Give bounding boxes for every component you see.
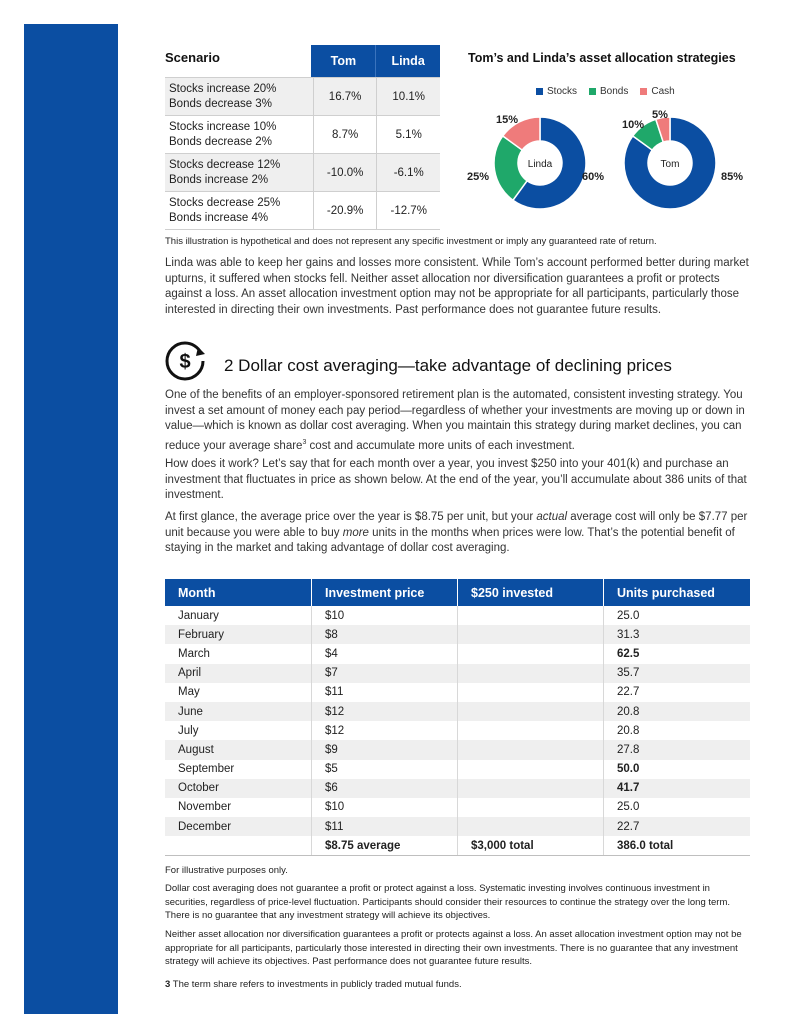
footnote-allocation-disclaimer: Neither asset allocation nor diversification guarantees a profit or protects against a loss. An asset allocation investment option may not be appropriate for all participants, particularly those interested in directing their own investments. There is no guarantee that any investment strategy will achieve its objectives. Past performance does not guarantee future results. <box>165 929 742 967</box>
table-row: July $12 20.8 <box>165 721 750 740</box>
table-row: August $9 27.8 <box>165 740 750 759</box>
dollar-refresh-icon <box>163 339 207 383</box>
table-row: February $8 31.3 <box>165 625 750 644</box>
legend-bonds: Bonds <box>589 86 628 97</box>
table-row: October $6 41.7 <box>165 779 750 798</box>
pie-label-linda-stocks: 60% <box>581 171 605 183</box>
table-row: December $11 22.7 <box>165 817 750 836</box>
svg-text:$: $ <box>179 351 191 373</box>
chart-title: Tom’s and Linda’s asset allocation strategies <box>468 51 736 65</box>
scenario-row: Stocks decrease 12% Bonds increase 2% -10.0% -6.1% <box>165 153 440 191</box>
legend-cash: Cash <box>640 86 674 97</box>
monthly-investment-table <box>165 579 750 856</box>
table-row: September $5 50.0 <box>165 760 750 779</box>
paragraph-how-it-works: How does it work? Let’s say that for each month over a year, you invest $250 into your 401(k) and purchase an investment that fluctuates in price as shown below. At the end of the year, you’ll accumulate about 386 units of that investment. <box>165 458 747 501</box>
pie-label-tom-bonds: 10% <box>621 119 645 131</box>
pie-label-tom-cash: 5% <box>652 109 668 121</box>
footnote-share-definition: 3 The term share refers to investments in publicly traded mutual funds. <box>165 979 462 990</box>
chart-legend <box>536 86 675 97</box>
table-header: Month Investment price $250 invested Units purchased <box>165 579 750 606</box>
scenario-header: Scenario <box>165 50 220 65</box>
footnote-dca-disclaimer: Dollar cost averaging does not guarantee a profit or protect against a loss. Systematic investing involves continuous investment in securities, regardless of price-level fluctuation. Participants should consider their resources to continue the strategy over the long term. There is no guarantee that any investment strategy will achieve its objectives. <box>165 883 731 921</box>
table-row: March $4 62.5 <box>165 644 750 663</box>
pie-label-linda-bonds: 25% <box>466 171 490 183</box>
pie-center-label-linda: Linda <box>527 159 553 170</box>
paragraph-average-price: At first glance, the average price over the year is $8.75 per unit, but your actual average cost will only be $7.77 per unit because you were able to buy more units in the months when prices were low. That’s the potential benefit of staying in the market and taking advantage of dollar cost averaging. <box>165 511 748 554</box>
footnote-illustrative: For illustrative purposes only. <box>165 865 288 876</box>
table-row: June $12 20.8 <box>165 702 750 721</box>
allocation-pie-charts <box>460 100 760 225</box>
pie-label-linda-cash: 15% <box>495 114 519 126</box>
table-row: May $11 22.7 <box>165 683 750 702</box>
tom-header: Tom <box>311 45 376 77</box>
scenario-table <box>165 45 440 230</box>
table-row: January $10 25.0 <box>165 606 750 625</box>
scenario-row: Stocks increase 10% Bonds decrease 2% 8.7% 5.1% <box>165 115 440 153</box>
blue-sidebar-bar <box>24 24 118 1014</box>
legend-stocks: Stocks <box>536 86 577 97</box>
table-row: November $10 25.0 <box>165 798 750 817</box>
pie-label-tom-stocks: 85% <box>720 171 744 183</box>
paragraph-benefits: One of the benefits of an employer-sponsored retirement plan is the automated, consistent investing strategy. You invest a set amount of money each pay period—regardless of whether your investments are moving up or down in value—which is known as dollar cost averaging. When you maintain this strategy during market declines, you can reduce your average share$^3$ cost and accumulate more units of each investment. <box>165 389 745 452</box>
hypothetical-note: This illustration is hypothetical and does not represent any specific investment or imply any guaranteed rate of return. <box>165 236 657 247</box>
table-row: April $7 35.7 <box>165 664 750 683</box>
paragraph-linda-tom: Linda was able to keep her gains and losses more consistent. While Tom’s account performed better during market upturns, it suffered when stocks fell. Neither asset allocation nor diversification guarantees a profit or protects against a loss. An asset allocation investment option may not be appropriate for all participants, particularly those interested in directing their own investments. Past performance does not guarantee future results. <box>165 257 749 316</box>
scenario-row: Stocks decrease 25% Bonds increase 4% -20.9% -12.7% <box>165 191 440 229</box>
table-totals-row: $8.75 average $3,000 total 386.0 total <box>165 836 750 856</box>
scenario-row: Stocks increase 20% Bonds decrease 3% 16.7% 10.1% <box>165 77 440 115</box>
section-title: 2 Dollar cost averaging—take advantage of declining prices <box>224 356 672 375</box>
linda-header: Linda <box>376 45 440 77</box>
pie-center-label-tom: Tom <box>660 159 680 170</box>
